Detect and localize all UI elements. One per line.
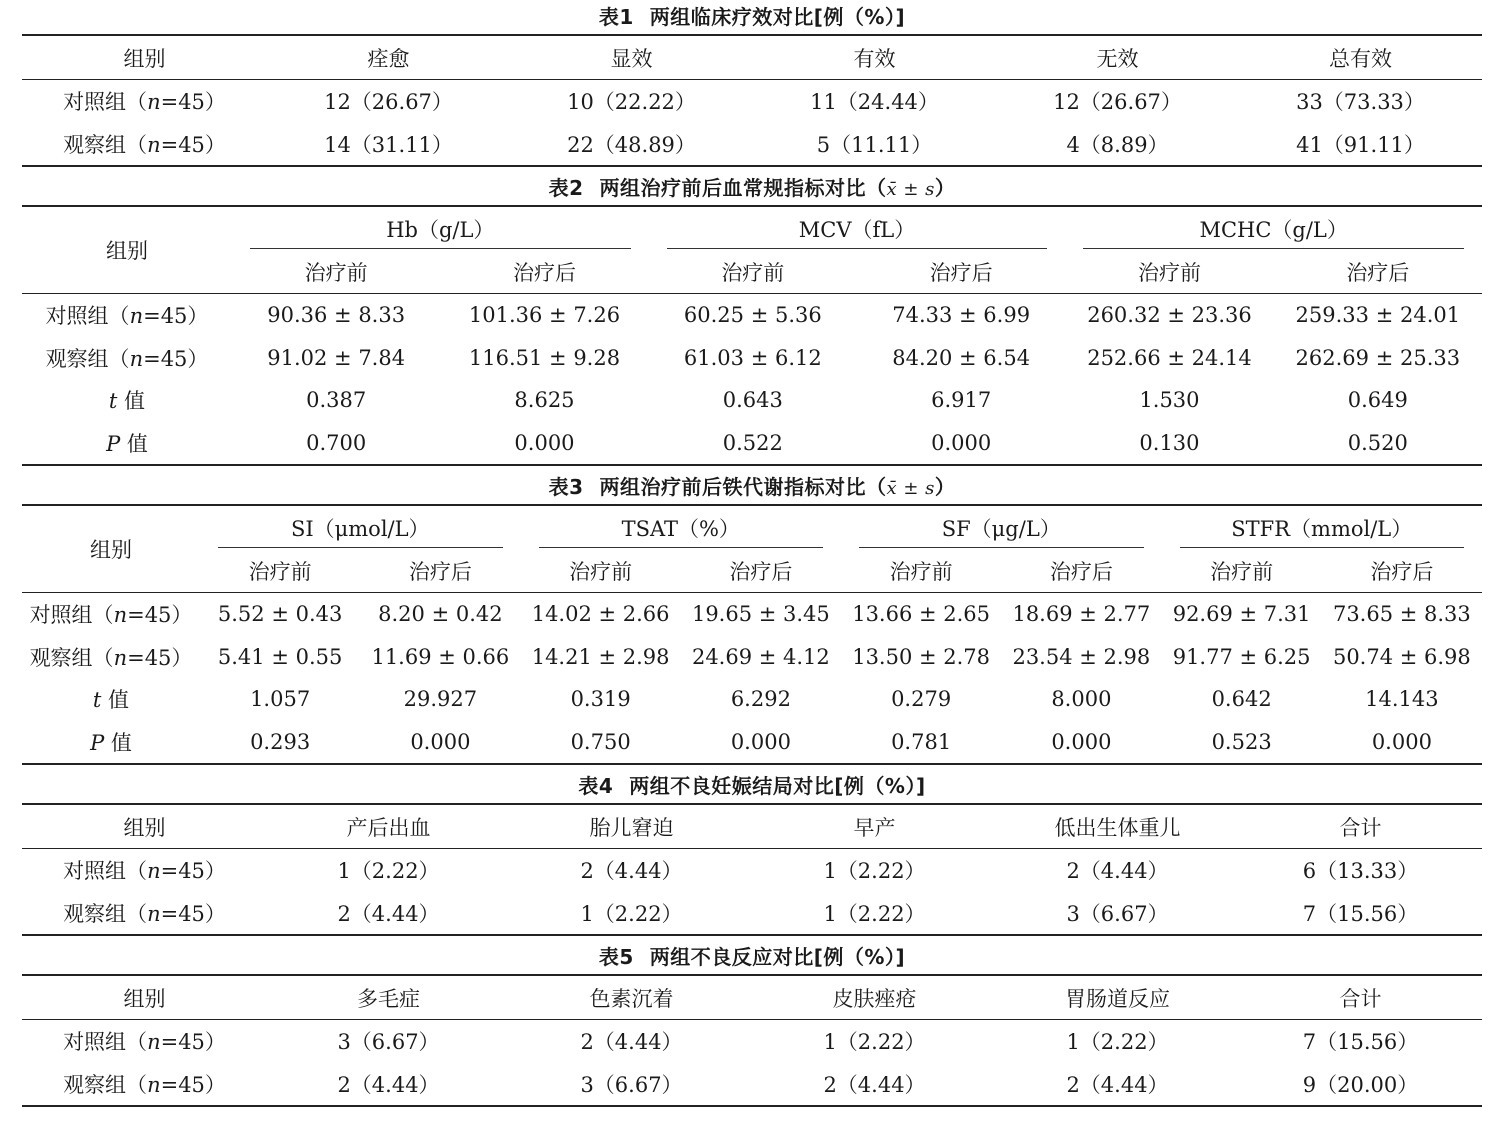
table1-header-effective: 有效 xyxy=(753,35,996,80)
table-cell: 73.65 ± 8.33 xyxy=(1332,602,1471,627)
table-cell: 29.927 xyxy=(403,687,478,712)
table-cell: 3（6.67） xyxy=(337,1030,440,1055)
header-after: 治疗后 xyxy=(1274,251,1482,294)
table-cell: 13.50 ± 2.78 xyxy=(852,644,991,669)
table1-caption: 两组临床疗效对比[例（%）] xyxy=(649,5,906,29)
table4-title xyxy=(22,769,1482,803)
table5-header-hirsutism: 多毛症 xyxy=(267,975,510,1020)
table-cell: 8.20 ± 0.42 xyxy=(378,602,503,627)
table-cell: 9（20.00） xyxy=(1302,1072,1419,1097)
table-cell: 19.65 ± 3.45 xyxy=(691,602,830,627)
row-label: 对照组（n=45） xyxy=(45,304,209,329)
row-label: 对照组（n=45） xyxy=(63,1030,226,1055)
table4-header-distress: 胎儿窘迫 xyxy=(510,804,753,849)
table-cell: 7（15.56） xyxy=(1302,901,1419,926)
table-cell: 1（2.22） xyxy=(823,901,926,926)
table2-caption: 两组治疗前后血常规指标对比（ xyxy=(599,176,887,200)
table-cell: 12（26.67） xyxy=(324,90,453,115)
table-cell: 262.69 ± 25.33 xyxy=(1295,345,1461,370)
table1 xyxy=(22,34,1482,167)
table1-header-total: 总有效 xyxy=(1239,35,1482,80)
table4-header-preterm: 早产 xyxy=(753,804,996,849)
table-row xyxy=(22,1020,1482,1063)
table3-header-stfr: STFR（mmol/L） xyxy=(1162,505,1483,550)
table-cell: 7（15.56） xyxy=(1302,1030,1419,1055)
table-cell: 252.66 ± 24.14 xyxy=(1087,345,1252,370)
table5-caption: 两组不良反应对比[例（%）] xyxy=(649,945,906,969)
table-cell: 3（6.67） xyxy=(580,1072,683,1097)
table-cell: 0.000 xyxy=(410,729,471,754)
header-after: 治疗后 xyxy=(1001,550,1161,593)
header-after: 治疗后 xyxy=(1322,550,1482,593)
table-cell: 23.54 ± 2.98 xyxy=(1012,644,1151,669)
table-cell: 33（73.33） xyxy=(1296,90,1425,115)
table-cell: 0.700 xyxy=(306,430,367,455)
table-row xyxy=(22,721,1482,765)
table-cell: 259.33 ± 24.01 xyxy=(1295,303,1461,328)
table-cell: 14.21 ± 2.98 xyxy=(531,644,670,669)
table2-group-header-row xyxy=(22,206,1482,251)
table3-header-group: 组别 xyxy=(22,505,200,593)
header-after: 治疗后 xyxy=(681,550,841,593)
table-cell: 60.25 ± 5.36 xyxy=(683,303,822,328)
table-cell: 1（2.22） xyxy=(823,1030,926,1055)
row-label: 观察组（n=45） xyxy=(29,645,193,670)
table2-header-mchc: MCHC（g/L） xyxy=(1065,206,1482,251)
table-cell: 91.77 ± 6.25 xyxy=(1172,644,1311,669)
table3-header-si: SI（μmol/L） xyxy=(200,505,521,550)
table-cell: 0.781 xyxy=(891,729,952,754)
table-row xyxy=(22,123,1482,167)
table1-header-cured: 痊愈 xyxy=(267,35,510,80)
header-before: 治疗前 xyxy=(1162,550,1322,593)
table-cell: 8.625 xyxy=(514,388,575,413)
header-before: 治疗前 xyxy=(649,251,857,294)
table-cell: 91.02 ± 7.84 xyxy=(267,345,406,370)
table-cell: 2（4.44） xyxy=(1066,1072,1169,1097)
table-cell: 0.000 xyxy=(1371,729,1432,754)
table-cell: 0.319 xyxy=(570,687,631,712)
table-cell: 90.36 ± 8.33 xyxy=(267,303,406,328)
table1-header-marked: 显效 xyxy=(510,35,753,80)
table-row xyxy=(22,294,1482,337)
table-cell: 2（4.44） xyxy=(337,1072,440,1097)
table-cell: 2（4.44） xyxy=(823,1072,926,1097)
table3-number: 表3 xyxy=(548,475,584,499)
table2-title: 表2 两组治疗前后血常规指标对比（x̄ ± s） xyxy=(548,176,956,200)
table-cell: 14.02 ± 2.66 xyxy=(531,602,670,627)
header-before: 治疗前 xyxy=(521,550,681,593)
table-row xyxy=(22,1063,1482,1107)
table-cell: 84.20 ± 6.54 xyxy=(892,345,1031,370)
table-row xyxy=(22,892,1482,936)
table-cell: 11.69 ± 0.66 xyxy=(371,644,510,669)
table5-header-pigmentation: 色素沉着 xyxy=(510,975,753,1020)
header-after: 治疗后 xyxy=(360,550,520,593)
table-row xyxy=(22,422,1482,466)
table5-header-row xyxy=(22,975,1482,1020)
table-cell: 0.387 xyxy=(306,388,367,413)
header-before: 治疗前 xyxy=(841,550,1001,593)
table-cell: 0.643 xyxy=(722,388,783,413)
table-cell: 12（26.67） xyxy=(1053,90,1182,115)
table-cell: 0.130 xyxy=(1139,430,1200,455)
table-cell: 101.36 ± 7.26 xyxy=(468,303,621,328)
table-cell: 6.917 xyxy=(931,388,992,413)
table-cell: 0.000 xyxy=(730,729,791,754)
table-cell: 2（4.44） xyxy=(1066,859,1169,884)
table1-title xyxy=(22,0,1482,34)
table-cell: 0.000 xyxy=(931,430,992,455)
table5-header-group: 组别 xyxy=(22,975,267,1020)
table-cell: 1（2.22） xyxy=(1066,1030,1169,1055)
header-before: 治疗前 xyxy=(200,550,360,593)
table-cell: 14（31.11） xyxy=(324,132,453,157)
table-cell: 0.279 xyxy=(891,687,952,712)
table-cell: 1（2.22） xyxy=(823,859,926,884)
table-cell: 1.057 xyxy=(250,687,311,712)
row-label: 观察组（n=45） xyxy=(63,132,226,157)
table-cell: 0.750 xyxy=(570,729,631,754)
table-cell: 4（8.89） xyxy=(1066,132,1169,157)
table3-header-tsat: TSAT（%） xyxy=(521,505,842,550)
table2-header-hb: Hb（g/L） xyxy=(232,206,649,251)
table4-caption: 两组不良妊娠结局对比[例（%）] xyxy=(629,774,926,798)
table-row xyxy=(22,678,1482,721)
table5-number: 表5 xyxy=(598,945,634,969)
table-cell: 1（2.22） xyxy=(337,859,440,884)
table-cell: 14.143 xyxy=(1365,687,1439,712)
table-row xyxy=(22,636,1482,679)
table4-header-row xyxy=(22,804,1482,849)
row-label: 观察组（n=45） xyxy=(63,1072,226,1097)
table-cell: 0.642 xyxy=(1211,687,1272,712)
table-cell: 6（13.33） xyxy=(1302,859,1419,884)
table-row xyxy=(22,379,1482,422)
table3-group-header-row xyxy=(22,505,1482,550)
table-cell: 92.69 ± 7.31 xyxy=(1172,602,1311,627)
table3 xyxy=(22,504,1482,765)
table2-sub-header-row xyxy=(22,251,1482,294)
table5 xyxy=(22,974,1482,1107)
table4-header-lbw: 低出生体重儿 xyxy=(996,804,1239,849)
row-label: 观察组（n=45） xyxy=(63,901,226,926)
table5-header-gi: 胃肠道反应 xyxy=(996,975,1239,1020)
table2-header-mcv: MCV（fL） xyxy=(649,206,1066,251)
table-cell: 11（24.44） xyxy=(810,90,939,115)
table1-header-group: 组别 xyxy=(22,35,267,80)
table-cell: 74.33 ± 6.99 xyxy=(892,303,1031,328)
row-label: P 值 xyxy=(90,730,132,755)
table-cell: 0.000 xyxy=(514,430,575,455)
table3-sub-header-row xyxy=(22,550,1482,593)
table-cell: 8.000 xyxy=(1051,687,1112,712)
table1-header-ineffective: 无效 xyxy=(996,35,1239,80)
table-cell: 5.41 ± 0.55 xyxy=(217,644,343,669)
table4-header-group: 组别 xyxy=(22,804,267,849)
table2 xyxy=(22,205,1482,466)
table-cell: 5（11.11） xyxy=(816,132,933,157)
row-label: t 值 xyxy=(108,389,146,414)
table-cell: 1（2.22） xyxy=(580,901,683,926)
table4-header-total: 合计 xyxy=(1239,804,1482,849)
table-row xyxy=(22,849,1482,892)
table-cell: 260.32 ± 23.36 xyxy=(1087,303,1252,328)
header-after: 治疗后 xyxy=(857,251,1065,294)
table5-header-acne: 皮肤痤疮 xyxy=(753,975,996,1020)
table3-caption: 两组治疗前后铁代谢指标对比（ xyxy=(599,475,887,499)
table4 xyxy=(22,803,1482,936)
table-cell: 0.000 xyxy=(1051,729,1112,754)
table-cell: 0.522 xyxy=(722,430,783,455)
row-label: P 值 xyxy=(106,431,148,456)
table-cell: 2（4.44） xyxy=(580,1030,683,1055)
table2-header-group: 组别 xyxy=(22,206,232,294)
table1-number: 表1 xyxy=(598,5,634,29)
table-cell: 18.69 ± 2.77 xyxy=(1012,602,1151,627)
table-cell: 24.69 ± 4.12 xyxy=(691,644,830,669)
table3-header-sf: SF（μg/L） xyxy=(841,505,1162,550)
table3-symbol: x̄ ± s xyxy=(886,478,935,499)
header-after: 治疗后 xyxy=(440,251,648,294)
table-cell: 50.74 ± 6.98 xyxy=(1332,644,1471,669)
table-cell: 0.520 xyxy=(1347,430,1408,455)
table2-number: 表2 xyxy=(548,176,584,200)
table-cell: 61.03 ± 6.12 xyxy=(683,345,822,370)
table-row xyxy=(22,337,1482,380)
table-cell: 6.292 xyxy=(730,687,791,712)
table-cell: 22（48.89） xyxy=(567,132,696,157)
table2-symbol: x̄ ± s xyxy=(886,179,935,200)
table-cell: 10（22.22） xyxy=(567,90,696,115)
table-cell: 2（4.44） xyxy=(580,859,683,884)
table-cell: 0.649 xyxy=(1347,388,1408,413)
header-before: 治疗前 xyxy=(232,251,440,294)
table-row xyxy=(22,593,1482,636)
row-label: 观察组（n=45） xyxy=(45,346,209,371)
table4-number: 表4 xyxy=(578,774,614,798)
table-cell: 41（91.11） xyxy=(1296,132,1425,157)
table-row xyxy=(22,80,1482,123)
table-cell: 2（4.44） xyxy=(337,901,440,926)
table-cell: 3（6.67） xyxy=(1066,901,1169,926)
table-cell: 13.66 ± 2.65 xyxy=(852,602,991,627)
table-cell: 1.530 xyxy=(1139,388,1200,413)
table-cell: 116.51 ± 9.28 xyxy=(468,345,621,370)
table3-title: 表3 两组治疗前后铁代谢指标对比（x̄ ± s） xyxy=(548,475,956,499)
row-label: 对照组（n=45） xyxy=(63,859,226,884)
row-label: 对照组（n=45） xyxy=(63,90,226,115)
table5-header-total: 合计 xyxy=(1239,975,1482,1020)
table4-header-pph: 产后出血 xyxy=(267,804,510,849)
table-cell: 0.523 xyxy=(1211,729,1272,754)
row-label: 对照组（n=45） xyxy=(29,603,193,628)
table1-header-row xyxy=(22,35,1482,80)
table-cell: 5.52 ± 0.43 xyxy=(217,602,343,627)
table-cell: 0.293 xyxy=(250,729,311,754)
header-before: 治疗前 xyxy=(1065,251,1273,294)
row-label: t 值 xyxy=(92,688,130,713)
table5-title xyxy=(22,940,1482,974)
